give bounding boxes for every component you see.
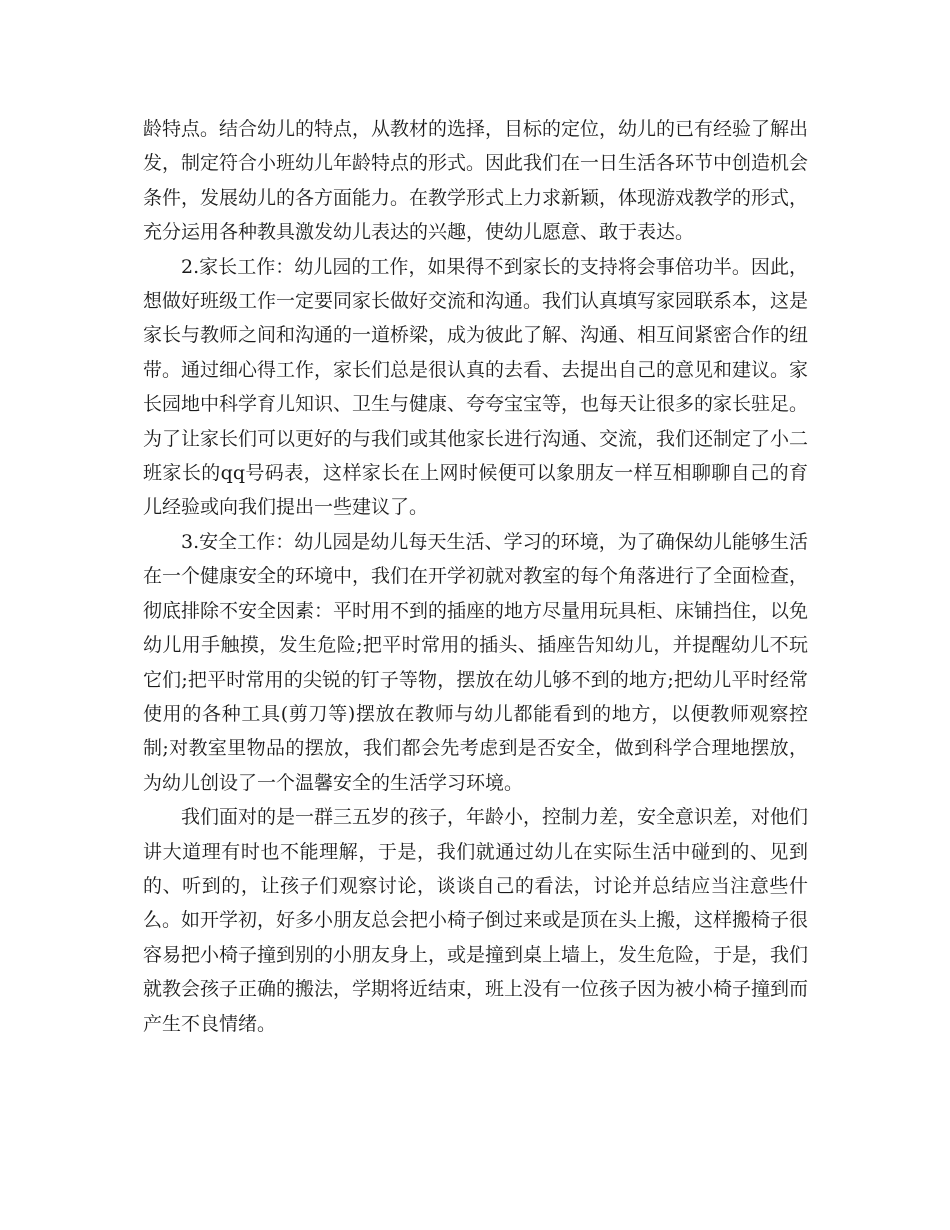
paragraph-safety-work: 3.安全工作：幼儿园是幼儿每天生活、学习的环境，为了确保幼儿能够生活在一个健康安全的环境中，我们在开学初就对教室的每个角落进行了全面检查，彻底排除不安全因素：平时用不到的插座的地方尽量用玩具柜、床铺挡住，以免幼儿用手触摸，发生危险;把平时常用的插头、插座告知幼儿，并提醒幼儿不玩它们;把平时常用的尖锐的钉子等物，摆放在幼儿够不到的地方;把幼儿平时经常使用的各种工具(剪刀等)摆放在教师与幼儿都能看到的地方，以便教师观察控制;对教室里物品的摆放，我们都会先考虑到是否安全，做到科学合理地摆放，为幼儿创设了一个温馨安全的生活学习环境。 xyxy=(143,530,809,794)
paragraph-continuation: 龄特点。结合幼儿的特点，从教材的选择，目标的定位，幼儿的已有经验了解出发，制定符合小班幼儿年龄特点的形式。因此我们在一日生活各环节中创造机会条件，发展幼儿的各方面能力。在教学形式上力求新颖，体现游戏教学的形式，充分运用各种教具激发幼儿表达的兴趣，使幼儿愿意、敢于表达。 xyxy=(143,118,809,244)
paragraph-parent-work: 2.家长工作：幼儿园的工作，如果得不到家长的支持将会事倍功半。因此，想做好班级工作一定要同家长做好交流和沟通。我们认真填写家园联系本，这是家长与教师之间和沟通的一道桥梁，成为彼此了解、沟通、相互间紧密合作的纽带。通过细心得工作，家长们总是很认真的去看、去提出自己的意见和建议。家长园地中科学育儿知识、卫生与健康、夸夸宝宝等，也每天让很多的家长驻足。为了让家长们可以更好的与我们或其他家长进行沟通、交流，我们还制定了小二班家长的qq号码表，这样家长在上网时候便可以象朋友一样互相聊聊自己的育儿经验或向我们提出一些建议了。 xyxy=(143,255,809,519)
document-body xyxy=(143,112,808,1041)
paragraph-children-safety: 我们面对的是一群三五岁的孩子，年龄小，控制力差，安全意识差，对他们讲大道理有时也不能理解，于是，我们就通过幼儿在实际生活中碰到的、见到的、听到的，让孩子们观察讨论，谈谈自己的看法，讨论并总结应当注意些什么。如开学初，好多小朋友总会把小椅子倒过来或是顶在头上搬，这样搬椅子很容易把小椅子撞到别的小朋友身上，或是撞到桌上墙上，发生危险，于是，我们就教会孩子正确的搬法，学期将近结束，班上没有一位孩子因为被小椅子撞到而产生不良情绪。 xyxy=(143,806,809,1035)
